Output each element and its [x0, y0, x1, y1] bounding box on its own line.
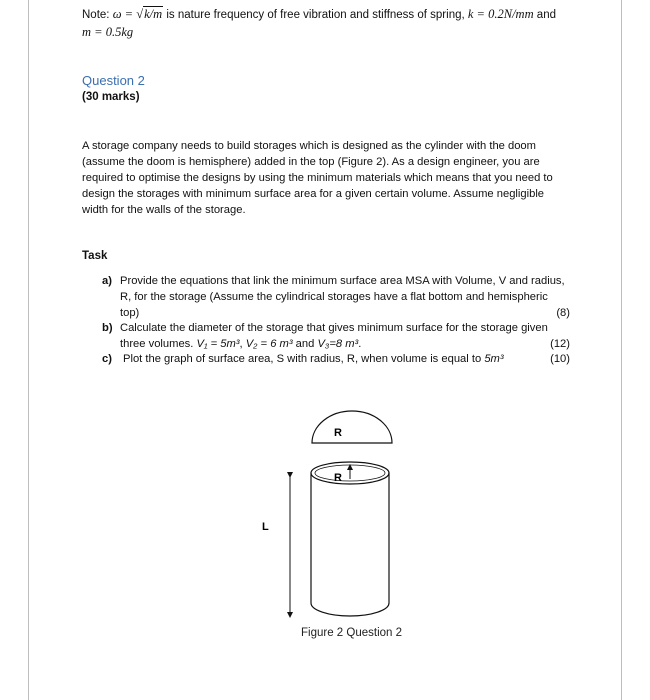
k-equation: k = 0.2N/mm [467, 7, 534, 21]
task-b [102, 320, 570, 352]
note-prefix: Note: [82, 9, 110, 21]
volume-3: V₃=8 m³ [317, 338, 359, 350]
task-c-marks: (10) [550, 353, 570, 365]
task-c-volume: 5m³ [484, 353, 504, 365]
problem-paragraph: A storage company needs to build storages which is designed as the cylinder with the doom (assume the doom is hemisphere) added in the top (Figure 2). As a design engineer, you are required to optimise the designs by using the minimum materials which means that you need to design the storages with minimum surface area for a given certain volume. Assume negligible width for the walls of the storage. [82, 140, 553, 216]
task-c [102, 351, 570, 367]
task-label: Task [82, 250, 108, 262]
volume-2: V₂ = 6 m³ [245, 338, 293, 350]
task-a-letter: a) [102, 275, 112, 287]
task-b-marks: (12) [550, 338, 570, 350]
note-line [82, 6, 582, 42]
task-c-body [123, 351, 570, 367]
figure-caption: Figure 2 Question 2 [301, 627, 403, 639]
note-middle: is nature frequency of free vibration and stiffness of spring, [166, 9, 468, 21]
height-label: L [262, 521, 269, 533]
dome-radius-label: R [334, 427, 342, 439]
storage-figure [250, 405, 420, 635]
task-c-letter: c) [102, 353, 112, 365]
dome-outline [312, 411, 392, 443]
task-b-letter: b) [102, 322, 113, 334]
task-b-end: . [358, 338, 362, 350]
task-a-marks: (8) [556, 307, 570, 319]
volume-1: V₁ = 5m³ [196, 338, 240, 350]
cylinder-bottom [311, 603, 389, 616]
sqrt-sign: √ [136, 7, 144, 21]
task-a-text: Provide the equations that link the minimum surface area MSA with Volume, V and radius, R, for the storage (Assume the cylindrical storages have a flat bottom and hemispheric top) [120, 275, 565, 319]
page-edge-left [28, 0, 29, 700]
task-a [102, 273, 570, 321]
question-marks: (30 marks) [82, 91, 140, 103]
task-b-body [120, 320, 570, 352]
sep-2: and [292, 338, 318, 350]
cylinder-radius-label: R [334, 472, 342, 484]
page-edge-right [621, 0, 622, 700]
sqrt-content: k/m [144, 7, 163, 21]
omega-equation: ω = [112, 7, 137, 21]
sep-1: , [239, 338, 246, 350]
question-title: Question 2 [82, 73, 145, 88]
note-and: and [533, 9, 556, 21]
task-b-text: Calculate the diameter of the storage that gives minimum surface for the storage given three volumes. [120, 322, 548, 350]
m-equation: m = 0.5kg [82, 25, 134, 39]
task-c-text: Plot the graph of surface area, S with radius, R, when volume is equal to [123, 353, 485, 365]
